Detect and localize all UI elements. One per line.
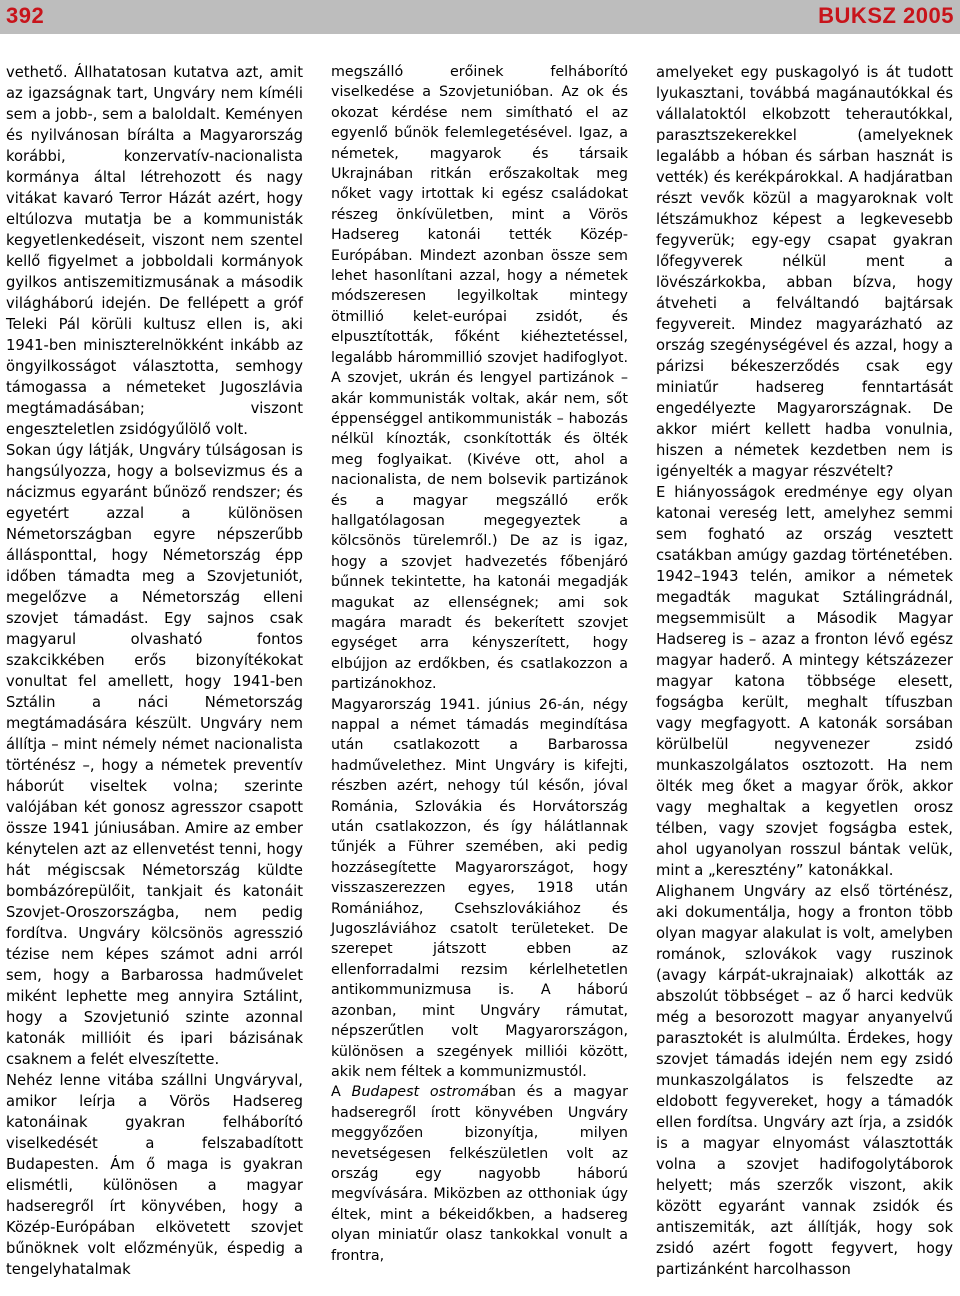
paragraph: megszálló erőinek felháborító viselkedése a Szovjetunióban. Az ok és okozat kérdése nem simítható el az egyenlő bűnök felemlegetésével. Igaz, a németek, magyarok és társaik Ukrajnában ritkán erőszakoltak meg nőket vagy irtottak ki egész családokat részeg önkívületben, mint a Vörös Hadsereg katonái tették Közép-Európában. Mindezt azonban össze sem lehet hasonlítani azzal, hogy a németek módszeresen legyilkoltak mintegy ötmillió kelet-európai zsidót, és elpusztították, főként kiéheztetéssel, legalább hárommillió szovjet hadifoglyot. A szovjet, ukrán és lengyel partizánok – akár kommunisták voltak, akár nem, sőt éppenséggel antikommunisták – habozás nélkül kínozták, csonkították és ölték meg foglyaikat. (Kivéve ott, ahol a nacionalista, de nem bolsevik partizánok és a magyar megszálló erők hallgatólagosan megegyeztek a kölcsönös türelemről.) De az is igaz, hogy a szovjet hadvezetés főbenjáró bűnnek tekintette, ha katonái megadják magukat az ellenségnek; ami sok magára maradt és bekerített szovjet egységet arra kényszerített, hogy elbújjon az erdőkben, és csatlakozzon a partizánokhoz. bbox=[331, 64, 628, 693]
paragraph: Nehéz lenne vitába szállni Ungváryval, amikor leírja a Vörös Hadsereg katonáinak gyakran felháborító viselkedését a felszabadított Budapesten. Ám ő maga is gyakran elismétli, különösen a magyar hadseregről írt könyvében, hogy a Közép-Európában elkövetett szovjet bűnöknek volt előzményük, éspedig a tengelyhatalmak bbox=[6, 1072, 303, 1278]
text-column-2 bbox=[331, 62, 628, 1266]
page-number: 392 bbox=[6, 3, 45, 28]
paragraph: Alighanem Ungváry az első történész, aki dokumentálja, hogy a fronton több olyan magyar alakulat is volt, amelyben románok, szlovákok vagy ruszinok (avagy kárpát-ukrajnaiak) alkották az abszolút többséget – az ő harci kedvük még a besorozott magyar anyanyelvű parasztokét is alulmúlta. Érdekes, hogy szovjet támadás idején nem egy zsidó munkaszolgálatos is felszedte az eldobott fegyvereket, hogy a támadók ellen fordítsa. Ungváry azt írja, a zsidók is a magyar elnyomást választották volna a szovjet hadifogolytáborok helyett; más szerzők viszont, akik között egyaránt vannak zsidók és antiszemiták, azt állítják, hogy sok zsidó azért fogott fegyvert, hogy partizánként harcolhasson bbox=[656, 883, 953, 1278]
paragraph: amelyeket egy puskagolyó is át tudott lyukasztani, továbbá magánautókkal és vállalatoktól elkobzott teherautókkal, parasztszekerekkel (amelyeknek legalább a hóban és sárban hasznát is vették) és kerékpárokkal. A hadjáratban részt vevők közül a magyaroknak volt létszámukhoz képest a legkevesebb fegyverük; egy-egy csapat gyakran lőfegyverek nélkül ment a lövészárkokba, abban bízva, hogy átveheti a felváltandó bajtársak fegyvereit. Mindez magyarázható az ország szegénységével és azzal, hogy a párizsi békeszerződés csak egy miniatűr hadsereg fenntartását engedélyezte Magyarországnak. De akkor miért kellett hadba vonulnia, hiszen a németek kezdetben nem is igényelték a magyar részvételt? bbox=[656, 64, 953, 480]
paragraph: vethető. Állhatatosan kutatva azt, amit az igazságnak tart, Ungváry nem kíméli sem a jobb-, sem a baloldalt. Keményen és nyilvánosan bírálta a Magyarország korábbi, konzervatív-nacionalista kormánya által létrehozott és nagy vitákat kavaró Terror Házát azért, hogy eltúlozva mutatja be a kommunisták kegyetlenkedéseit, viszont nem szentel kellő figyelmet a jobboldali kormányok gyilkos antiszemitizmusának a második világháború idején. De fellépett a gróf Teleki Pál körüli kultusz ellen is, aki 1941-ben miniszterelnökként inkább az öngyilkosságot választotta, semhogy támogassa a németeket Jugoszlávia megtámadásában; viszont engeszteletlen zsidógyűlölő volt. bbox=[6, 64, 303, 438]
paragraph: A Budapest ostromában és a magyar hadseregről írott könyvében Ungváry meggyőzően bizonyítja, milyen nevetségesen felkészületlen volt az ország egy nagyobb háború megvívására. Miközben az otthoniak úgy éltek, mint a békeidőkben, a hadsereg olyan miniatűr olasz tankokkal vonult a frontra, bbox=[331, 1084, 628, 1264]
book-title: Budapest ostromá bbox=[351, 1084, 490, 1101]
page-header bbox=[0, 0, 960, 34]
journal-title: BUKSZ 2005 bbox=[818, 3, 954, 28]
paragraph: E hiányosságok eredménye egy olyan katonai vereség lett, amelyhez semmi sem fogható az ország vesztett csatákban amúgy gazdag történetében. 1942–1943 telén, amikor a németek megadták magukat Sztálingrádnál, megsemmisült a Második Magyar Hadsereg is – azaz a fronton lévő egész magyar haderő. A mintegy kétszázezer magyar katona többsége elesett, fogságba került, meghalt tífuszban vagy megfagyott. A katonák sorsában körülbelül negyvenezer zsidó munkaszolgálatos osztozott. Ha nem ölték meg őket a magyar őrök, akkor vagy meghaltak a kegyetlen orosz télben, vagy szovjet fogságba estek, ahol ugyanolyan rosszul bántak velük, mint a „keresztény” katonákkal. bbox=[656, 484, 953, 879]
text-column-1 bbox=[6, 62, 303, 1280]
text-column-3 bbox=[656, 62, 953, 1280]
article-body bbox=[0, 62, 960, 1296]
paragraph: Magyarország 1941. június 26-án, négy nappal a német támadás megindítása után csatlakozott a Barbarossa hadművelethez. Mint Ungváry is kifejti, részben azért, nehogy túl későn, jóval Románia, Szlovákia és Horvátország után csatlakozzon, és így hálátlannak tűnjék a Führer szemében, aki pedig hozzásegítette Magyarországot, hogy visszaszerezzen egyes, 1918 után Romániához, Csehszlovákiához és Jugoszláviához csatolt területeket. De szerepet játszott ebben az ellenforradalmi rezsim kérlelhetetlen antikommunizmusa is. A háború azonban, mint Ungváry rámutat, népszerűtlen volt Magyarországon, különösen a szegények milliói között, akik nem féltek a kommunizmustól. bbox=[331, 696, 628, 1080]
paragraph: Sokan úgy látják, Ungváry túlságosan is hangsúlyozza, hogy a bolsevizmus és a nácizmus egyaránt bűnöző rendszer; és egyetért azzal a különösen Németországban egyre népszerűbb állásponttal, hogy Németország épp időben támadta meg a Szovjetuniót, megelőzve a Németország elleni szovjet támadást. Egy sajnos csak magyarul olvasható fontos szakcikkében erős bizonyítékokat vonultat fel amellett, hogy 1941-ben Sztálin a náci Németország megtámadására készült. Ungváry nem állítja – mint némely német nacionalista történész –, hogy a németek preventív háborút viseltek volna; szerinte valójában két gonosz agresszor csapott össze 1941 júniusában. Amire az ember kénytelen azt az ellenvetést tenni, hogy hát mégiscsak Németország küldte bombázórepülőit, tankjait és katonáit Szovjet-Oroszországba, nem pedig fordítva. Ungváry kölcsönös agresszió tézise nem képes számot adni arról sem, hogy a Barbarossa hadművelet miként lephette meg annyira Sztálint, hogy a Szovjetunió szinte azonnal katonák millióit és ipari bázisának csaknem a felét elveszítette. bbox=[6, 442, 303, 1068]
